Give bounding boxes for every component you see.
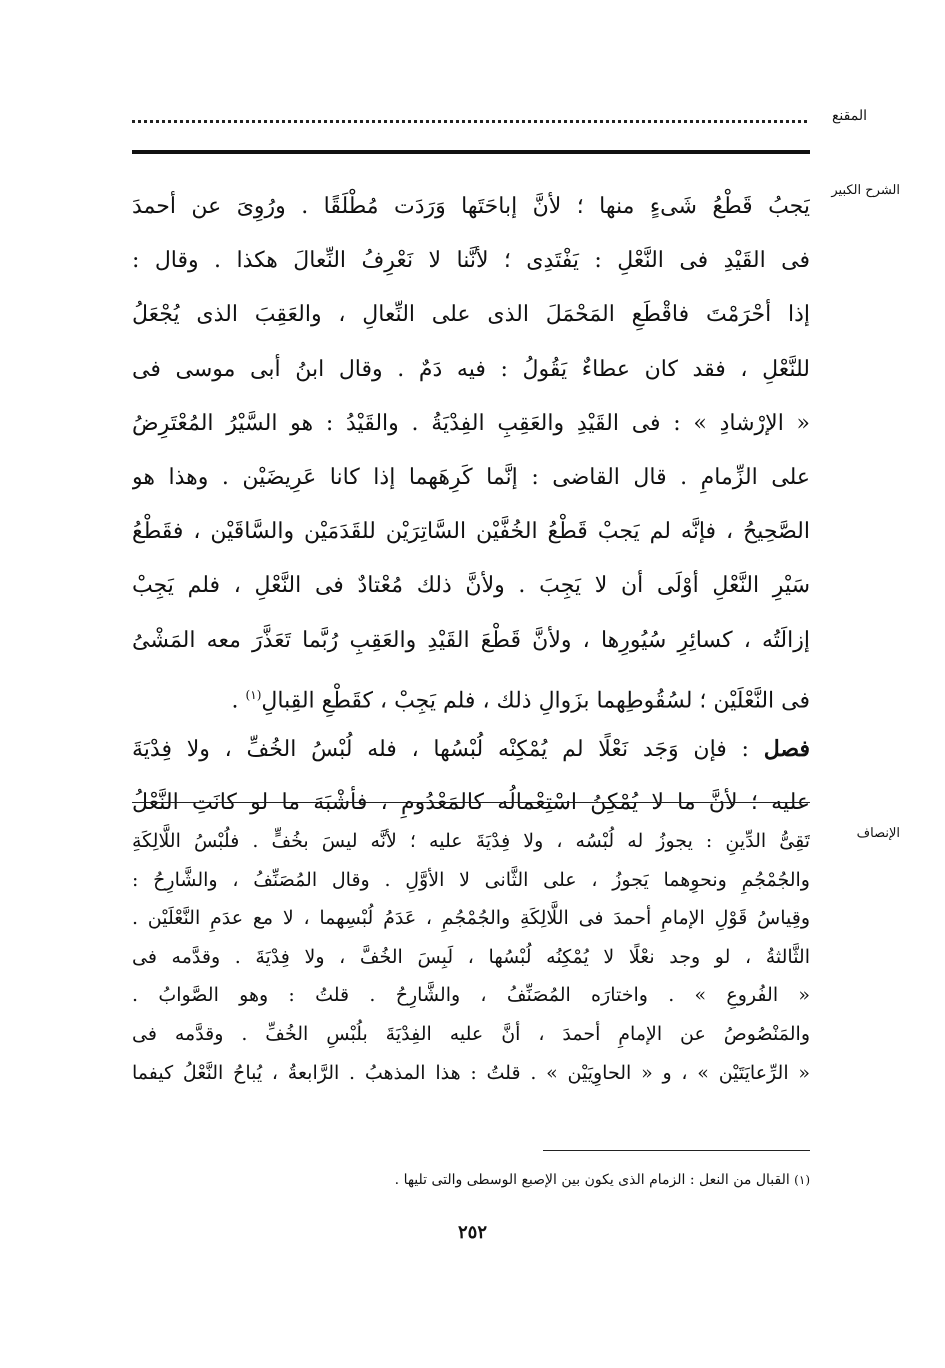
main-line: « الإرْشادِ » : فى القَيْدِ والعَقِبِ الفِدْيَةُ . والقَيْدُ : هو السَّيْرُ المُعْتَرِضُ bbox=[132, 410, 810, 436]
main-line-last bbox=[132, 668, 810, 722]
footnote-reference: (١) bbox=[245, 687, 262, 702]
section-divider bbox=[132, 802, 810, 803]
insaf-line: « الرِّعايَتَيْن » ، و « الحاوِيَيْن » . قلتُ : هذا المذهبُ . الرَّابعةُ ، يُباحُ النَّعْلُ كيفما bbox=[132, 1061, 810, 1084]
insaf-text bbox=[132, 822, 810, 1092]
running-header bbox=[132, 104, 867, 144]
footnote-text: القبال من النعل : الزمام الذى يكون بين الإصبع الوسطى والتى تليها . bbox=[394, 1172, 795, 1188]
fasl-heading: فصل bbox=[763, 735, 810, 762]
main-line: الصَّحِيحُ ، فإنَّه لم يَجبْ قَطْعُ الخُفَّيْن السَّاتِرَيْن للقَدَمَيْن والسَّاقَيْن ، فقَطْعُ bbox=[132, 519, 810, 545]
main-line: فى القَيْدِ فى النَّعْلِ : يَفْتَدِى ؛ لأنَّنا لا نَعْرِفُ النِّعالَ هكذا . وقال : bbox=[132, 248, 810, 274]
main-line: إذا أحْرَمْتَ فاقْطَعِ المَحْمَلَ الذى على النِّعالِ ، والعَقِبَ الذى يُجْعَلُ bbox=[132, 302, 810, 328]
main-line: يَجبُ قَطْعُ شَىءٍ منها ؛ لأنَّ إباحَتَها وَرَدَت مُطْلَقًا . ورُوِىَ عن أحمدَ bbox=[132, 194, 810, 219]
dot-leader bbox=[132, 120, 807, 123]
insaf-line: « الفُروعِ » . واختارَه المُصَنِّفُ ، والشَّارِحُ . قلتُ : وهو الصَّوابُ . bbox=[132, 984, 810, 1007]
main-line-text: فى النَّعْلَيْن ؛ لسُقُوطِهما بزَوالِ ذلك ، فلم يَجِبْ ، كقَطْعِ القِبالِ bbox=[261, 688, 810, 714]
section-label-sharh-kabir: الشرح الكبير bbox=[831, 183, 900, 198]
insaf-line: تَقِىُّ الدِّينِ : يجوزُ له لُبْسُه ، ولا فِدْيَةَ عليه ؛ لأنَّه ليسَ بخُفٍّ . فلُبْسُ اللَّالِكَةِ bbox=[132, 830, 810, 852]
running-title: المقنع bbox=[831, 108, 867, 124]
main-line: إزالَتُه ، كسائِرِ سُيُورِها ، ولأنَّ قَطْعَ القَيْدِ والعَقِبِ رُبَّما تَعَذَّرَ معه المَشْىُ bbox=[132, 627, 810, 653]
fasl-text: : فإن وَجَد نَعْلًا لم يُمْكِنْه لُبْسُها ، فله لُبْسُ الخُفِّ ، ولا فِدْيَةَ bbox=[132, 736, 764, 762]
main-line: على الزِّمامِ . قال القاضى : إنَّما كَرِهَهما إذا كانا عَرِيضَيْن . وهذا هو bbox=[132, 464, 810, 490]
section-label-insaf: الإنصاف bbox=[856, 826, 900, 841]
main-line-end: . bbox=[231, 688, 246, 714]
fasl-line bbox=[132, 722, 810, 776]
main-line: للنَّعْلِ ، فقد كان عطاءٌ يَقُولُ : فيه دَمٌ . وقال ابنُ أبى موسى فى bbox=[132, 356, 810, 382]
insaf-line: وقِياسُ قَوْلِ الإمامِ أحمدَ فى اللَّالِكَةِ والجُمْجُمِ ، عَدَمُ لُبْسِهما ، لا مع عدَمِ النَّعْلَيْن . bbox=[132, 907, 810, 930]
main-line: عليه ؛ لأنَّ ما لا يُمْكِنُ اسْتِعْمالُه كالمَعْدُومِ ، فأشْبَهَ ما لو كانَتِ النَّعْلُ bbox=[132, 790, 810, 816]
insaf-line: الثَّالثةُ ، لو وجد نعْلًا لا يُمْكِنُه لُبْسُها ، لَبِسَ الخُفَّ ، ولا فِدْيَةَ . وقدَّمه فى bbox=[132, 945, 810, 968]
main-text bbox=[132, 180, 810, 830]
footnote-marker: (١) bbox=[794, 1173, 810, 1187]
header-rule bbox=[132, 150, 810, 154]
main-line: سَيْرِ النَّعْلِ أوْلَى أن لا يَجِبَ . ولأنَّ ذلك مُعْتادٌ فى النَّعْلِ ، فلم يَجِبْ bbox=[132, 573, 810, 599]
insaf-line: والمَنْصُوصُ عن الإمامِ أحمدَ ، أنَّ عليه الفِدْيَةَ بلُبْسِ الخُفِّ . وقدَّمه فى bbox=[132, 1022, 810, 1045]
footnote-rule bbox=[543, 1150, 810, 1151]
page-number: ٢٥٢ bbox=[457, 1222, 487, 1243]
insaf-line: والجُمْجُمِ ونحوِهما يَجوزُ ، على الثَّانى لا الأوَّلِ . وقال المُصَنِّفُ ، والشَّارِحُ : bbox=[132, 868, 810, 891]
footnote bbox=[395, 1172, 810, 1188]
